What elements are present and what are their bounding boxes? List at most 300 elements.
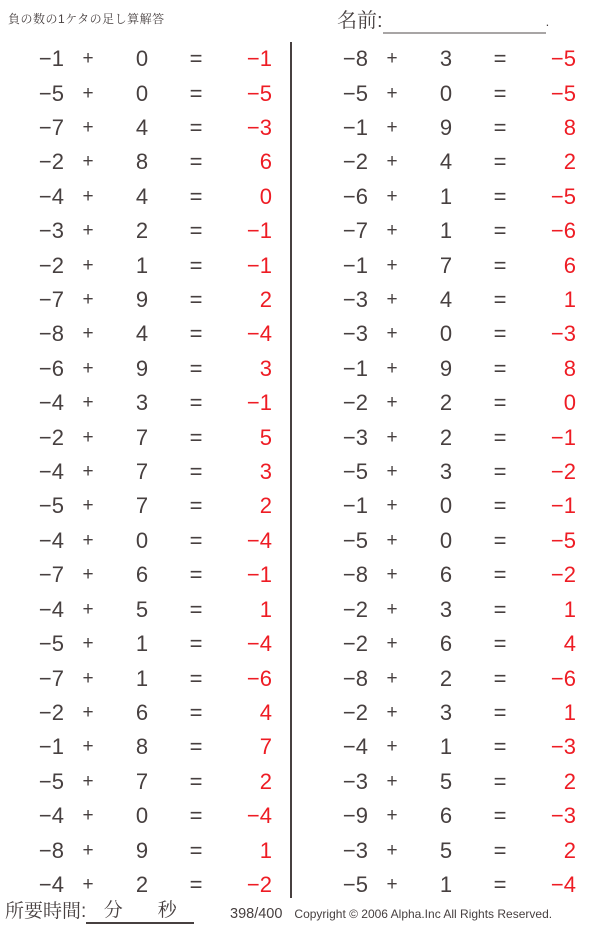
operand-b: 2 [135, 218, 149, 244]
operand-b: 1 [135, 631, 149, 657]
problem-row [0, 489, 290, 523]
plus-sign: + [386, 770, 398, 792]
operand-a: −7 [38, 115, 64, 141]
answer-value: 5 [259, 424, 272, 450]
plus-sign: + [386, 82, 398, 104]
operand-b: 4 [135, 115, 149, 141]
plus-sign: + [82, 323, 94, 345]
problem-row [0, 180, 290, 214]
equals-sign: = [189, 493, 203, 519]
operand-a: −5 [342, 80, 368, 106]
problem-row [0, 111, 290, 145]
problem-row [304, 868, 600, 902]
operand-a: −5 [342, 459, 368, 485]
answer-value: 0 [563, 390, 576, 416]
plus-sign: + [82, 289, 94, 311]
operand-b: 0 [135, 80, 149, 106]
answer-value: 1 [259, 837, 272, 863]
answer-value: −5 [550, 183, 576, 209]
answer-value: 1 [259, 596, 272, 622]
plus-sign: + [386, 426, 398, 448]
operand-a: −8 [38, 321, 64, 347]
operand-a: −5 [38, 768, 64, 794]
plus-sign: + [82, 564, 94, 586]
equals-sign: = [493, 287, 507, 313]
problem-row [304, 420, 600, 454]
operand-a: −8 [38, 837, 64, 863]
problems-column-right [292, 40, 600, 902]
plus-sign: + [386, 185, 398, 207]
problem-row [304, 214, 600, 248]
plus-sign: + [82, 220, 94, 242]
plus-sign: + [386, 220, 398, 242]
equals-sign: = [493, 734, 507, 760]
operand-a: −5 [38, 631, 64, 657]
equals-sign: = [493, 218, 507, 244]
answer-value: 8 [563, 115, 576, 141]
equals-sign: = [189, 80, 203, 106]
answer-value: −4 [246, 803, 272, 829]
operand-b: 5 [439, 768, 453, 794]
equals-sign: = [189, 527, 203, 553]
plus-sign: + [386, 254, 398, 276]
operand-b: 2 [439, 390, 453, 416]
operand-a: −4 [38, 871, 64, 897]
plus-sign: + [82, 633, 94, 655]
answer-value: 2 [563, 149, 576, 175]
answer-value: 8 [563, 355, 576, 381]
answer-value: 6 [563, 252, 576, 278]
answer-value: −1 [246, 562, 272, 588]
operand-b: 1 [439, 183, 453, 209]
equals-sign: = [493, 803, 507, 829]
page-indicator: 398/400 [230, 906, 283, 922]
answer-value: 1 [563, 287, 576, 313]
time-field-blank [86, 901, 194, 924]
operand-b: 1 [439, 734, 453, 760]
equals-sign: = [189, 424, 203, 450]
plus-sign: + [386, 48, 398, 70]
equals-sign: = [493, 493, 507, 519]
time-label: 所要時間: [5, 901, 87, 922]
plus-sign: + [386, 357, 398, 379]
equals-sign: = [189, 631, 203, 657]
equals-sign: = [189, 837, 203, 863]
operand-b: 9 [135, 355, 149, 381]
equals-sign: = [189, 665, 203, 691]
equals-sign: = [493, 424, 507, 450]
operand-a: −7 [38, 562, 64, 588]
operand-a: −3 [342, 768, 368, 794]
operand-b: 0 [439, 321, 453, 347]
operand-b: 0 [135, 527, 149, 553]
problem-row [304, 317, 600, 351]
operand-a: −1 [38, 734, 64, 760]
problem-row [0, 558, 290, 592]
operand-a: −6 [38, 355, 64, 381]
seconds-label: 秒 [157, 900, 177, 921]
operand-b: 8 [135, 734, 149, 760]
plus-sign: + [82, 701, 94, 723]
page-title: 負の数の1ケタの足し算解答 [8, 12, 165, 26]
operand-a: −2 [38, 424, 64, 450]
answer-value: −4 [246, 631, 272, 657]
operand-a: −4 [342, 734, 368, 760]
plus-sign: + [386, 839, 398, 861]
equals-sign: = [493, 46, 507, 72]
answer-value: 0 [259, 183, 272, 209]
operand-a: −3 [342, 837, 368, 863]
problem-row [0, 833, 290, 867]
operand-b: 7 [135, 459, 149, 485]
operand-b: 8 [135, 149, 149, 175]
equals-sign: = [493, 837, 507, 863]
operand-b: 4 [135, 183, 149, 209]
problem-row [0, 283, 290, 317]
plus-sign: + [386, 633, 398, 655]
answer-value: 1 [563, 699, 576, 725]
plus-sign: + [386, 667, 398, 689]
operand-a: −5 [342, 871, 368, 897]
equals-sign: = [189, 768, 203, 794]
answer-value: −2 [550, 562, 576, 588]
operand-b: 3 [439, 596, 453, 622]
answer-value: −3 [246, 115, 272, 141]
problem-row [0, 214, 290, 248]
equals-sign: = [189, 734, 203, 760]
operand-b: 0 [135, 46, 149, 72]
time-block [5, 899, 194, 924]
answer-value: 1 [563, 596, 576, 622]
operand-b: 4 [439, 287, 453, 313]
problem-row [0, 317, 290, 351]
operand-b: 1 [439, 218, 453, 244]
answer-value: −4 [246, 527, 272, 553]
answer-value: 3 [259, 355, 272, 381]
equals-sign: = [493, 562, 507, 588]
equals-sign: = [493, 699, 507, 725]
operand-a: −4 [38, 596, 64, 622]
answer-value: −1 [246, 218, 272, 244]
operand-b: 3 [439, 46, 453, 72]
answer-value: 2 [259, 493, 272, 519]
operand-a: −2 [342, 596, 368, 622]
plus-sign: + [386, 461, 398, 483]
operand-a: −5 [38, 80, 64, 106]
operand-b: 1 [135, 252, 149, 278]
name-line-end: . [545, 14, 550, 29]
name-label: 名前: [337, 10, 383, 32]
plus-sign: + [386, 598, 398, 620]
plus-sign: + [386, 117, 398, 139]
plus-sign: + [82, 873, 94, 895]
problem-row [304, 145, 600, 179]
equals-sign: = [189, 390, 203, 416]
operand-a: −8 [342, 562, 368, 588]
equals-sign: = [493, 459, 507, 485]
plus-sign: + [386, 529, 398, 551]
equals-sign: = [493, 355, 507, 381]
operand-a: −1 [342, 493, 368, 519]
operand-a: −2 [342, 149, 368, 175]
operand-b: 9 [135, 837, 149, 863]
problem-row [304, 833, 600, 867]
plus-sign: + [386, 564, 398, 586]
answer-value: 7 [259, 734, 272, 760]
operand-b: 5 [439, 837, 453, 863]
operand-b: 9 [439, 115, 453, 141]
problem-row [304, 765, 600, 799]
equals-sign: = [493, 768, 507, 794]
plus-sign: + [82, 357, 94, 379]
operand-a: −2 [342, 699, 368, 725]
plus-sign: + [82, 529, 94, 551]
problem-row [304, 42, 600, 76]
equals-sign: = [189, 699, 203, 725]
copyright-text: Copyright © 2006 Alpha.Inc All Rights Reserved. [294, 907, 553, 921]
operand-a: −2 [38, 699, 64, 725]
problem-row [304, 730, 600, 764]
equals-sign: = [189, 459, 203, 485]
plus-sign: + [82, 185, 94, 207]
operand-b: 3 [135, 390, 149, 416]
operand-a: −2 [342, 390, 368, 416]
operand-a: −4 [38, 390, 64, 416]
plus-sign: + [82, 667, 94, 689]
plus-sign: + [82, 82, 94, 104]
operand-b: 0 [439, 493, 453, 519]
operand-b: 6 [135, 562, 149, 588]
equals-sign: = [189, 871, 203, 897]
problem-row [304, 661, 600, 695]
plus-sign: + [386, 495, 398, 517]
answer-value: 4 [563, 631, 576, 657]
problem-row [0, 420, 290, 454]
problem-row [304, 352, 600, 386]
equals-sign: = [493, 115, 507, 141]
operand-a: −8 [342, 46, 368, 72]
plus-sign: + [386, 701, 398, 723]
problem-row [304, 593, 600, 627]
problem-row [0, 455, 290, 489]
answer-value: −6 [246, 665, 272, 691]
operand-b: 3 [439, 699, 453, 725]
equals-sign: = [189, 149, 203, 175]
problem-row [304, 283, 600, 317]
plus-sign: + [82, 598, 94, 620]
equals-sign: = [189, 115, 203, 141]
equals-sign: = [493, 390, 507, 416]
answer-value: 3 [259, 459, 272, 485]
operand-b: 5 [135, 596, 149, 622]
equals-sign: = [493, 252, 507, 278]
operand-a: −1 [342, 252, 368, 278]
operand-b: 6 [439, 631, 453, 657]
answer-value: −1 [246, 390, 272, 416]
operand-a: −5 [342, 527, 368, 553]
operand-a: −2 [38, 149, 64, 175]
plus-sign: + [82, 48, 94, 70]
problem-row [0, 868, 290, 902]
equals-sign: = [189, 321, 203, 347]
answer-value: 2 [563, 768, 576, 794]
plus-sign: + [386, 805, 398, 827]
operand-b: 0 [439, 80, 453, 106]
operand-a: −7 [38, 287, 64, 313]
equals-sign: = [189, 562, 203, 588]
equals-sign: = [493, 149, 507, 175]
plus-sign: + [82, 495, 94, 517]
problem-row [304, 248, 600, 282]
problem-row [0, 248, 290, 282]
name-block [337, 8, 549, 34]
problem-row [0, 145, 290, 179]
operand-a: −3 [342, 287, 368, 313]
operand-b: 9 [439, 355, 453, 381]
equals-sign: = [189, 596, 203, 622]
answer-value: −1 [246, 252, 272, 278]
equals-sign: = [493, 631, 507, 657]
problem-row [304, 455, 600, 489]
equals-sign: = [493, 321, 507, 347]
operand-a: −2 [342, 631, 368, 657]
equals-sign: = [189, 287, 203, 313]
answer-value: −1 [246, 46, 272, 72]
equals-sign: = [189, 183, 203, 209]
answer-value: −5 [246, 80, 272, 106]
answer-value: −4 [550, 871, 576, 897]
equals-sign: = [189, 252, 203, 278]
problems-area [0, 40, 600, 902]
problem-row [304, 489, 600, 523]
problem-row [304, 524, 600, 558]
operand-a: −4 [38, 527, 64, 553]
plus-sign: + [82, 254, 94, 276]
plus-sign: + [386, 873, 398, 895]
operand-b: 2 [439, 665, 453, 691]
operand-a: −8 [342, 665, 368, 691]
answer-value: −2 [246, 871, 272, 897]
operand-a: −4 [38, 803, 64, 829]
plus-sign: + [386, 736, 398, 758]
plus-sign: + [82, 770, 94, 792]
operand-b: 4 [135, 321, 149, 347]
operand-b: 0 [135, 803, 149, 829]
answer-value: −3 [550, 803, 576, 829]
problem-row [304, 799, 600, 833]
problem-row [0, 799, 290, 833]
operand-a: −1 [342, 355, 368, 381]
equals-sign: = [493, 665, 507, 691]
operand-b: 2 [135, 871, 149, 897]
answer-value: −5 [550, 527, 576, 553]
problem-row [304, 627, 600, 661]
operand-b: 1 [439, 871, 453, 897]
operand-a: −1 [342, 115, 368, 141]
operand-a: −4 [38, 459, 64, 485]
equals-sign: = [493, 527, 507, 553]
answer-value: −6 [550, 665, 576, 691]
answer-value: −5 [550, 80, 576, 106]
plus-sign: + [386, 151, 398, 173]
operand-a: −6 [342, 183, 368, 209]
answer-value: −1 [550, 493, 576, 519]
equals-sign: = [189, 803, 203, 829]
operand-a: −9 [342, 803, 368, 829]
problem-row [0, 42, 290, 76]
operand-b: 6 [439, 803, 453, 829]
name-field-blank [383, 10, 546, 34]
plus-sign: + [82, 839, 94, 861]
answer-value: −4 [246, 321, 272, 347]
problem-row [0, 765, 290, 799]
plus-sign: + [82, 736, 94, 758]
plus-sign: + [82, 392, 94, 414]
problem-row [0, 696, 290, 730]
plus-sign: + [386, 392, 398, 414]
problem-row [0, 76, 290, 110]
operand-b: 0 [439, 527, 453, 553]
answer-value: −1 [550, 424, 576, 450]
operand-b: 4 [439, 149, 453, 175]
plus-sign: + [82, 805, 94, 827]
operand-b: 2 [439, 424, 453, 450]
operand-a: −3 [342, 424, 368, 450]
operand-b: 1 [135, 665, 149, 691]
operand-b: 9 [135, 287, 149, 313]
problem-row [304, 180, 600, 214]
answer-value: 2 [563, 837, 576, 863]
problem-row [0, 730, 290, 764]
operand-a: −3 [342, 321, 368, 347]
equals-sign: = [493, 871, 507, 897]
problem-row [0, 352, 290, 386]
answer-value: −2 [550, 459, 576, 485]
problem-row [304, 111, 600, 145]
problem-row [0, 627, 290, 661]
problem-row [304, 76, 600, 110]
plus-sign: + [82, 151, 94, 173]
operand-a: −5 [38, 493, 64, 519]
operand-b: 6 [439, 562, 453, 588]
problem-row [0, 661, 290, 695]
operand-a: −1 [38, 46, 64, 72]
answer-value: −5 [550, 46, 576, 72]
equals-sign: = [189, 218, 203, 244]
problem-row [0, 593, 290, 627]
operand-a: −7 [342, 218, 368, 244]
problem-row [0, 386, 290, 420]
operand-b: 3 [439, 459, 453, 485]
equals-sign: = [493, 80, 507, 106]
problems-column-left [0, 40, 290, 902]
answer-value: 6 [259, 149, 272, 175]
equals-sign: = [189, 355, 203, 381]
problem-row [0, 524, 290, 558]
problem-row [304, 696, 600, 730]
equals-sign: = [493, 596, 507, 622]
minutes-label: 分 [103, 900, 123, 921]
operand-b: 7 [135, 768, 149, 794]
problem-row [304, 386, 600, 420]
answer-value: 2 [259, 768, 272, 794]
plus-sign: + [82, 426, 94, 448]
answer-value: 2 [259, 287, 272, 313]
equals-sign: = [189, 46, 203, 72]
equals-sign: = [493, 183, 507, 209]
footer-right [230, 906, 552, 922]
operand-a: −4 [38, 183, 64, 209]
